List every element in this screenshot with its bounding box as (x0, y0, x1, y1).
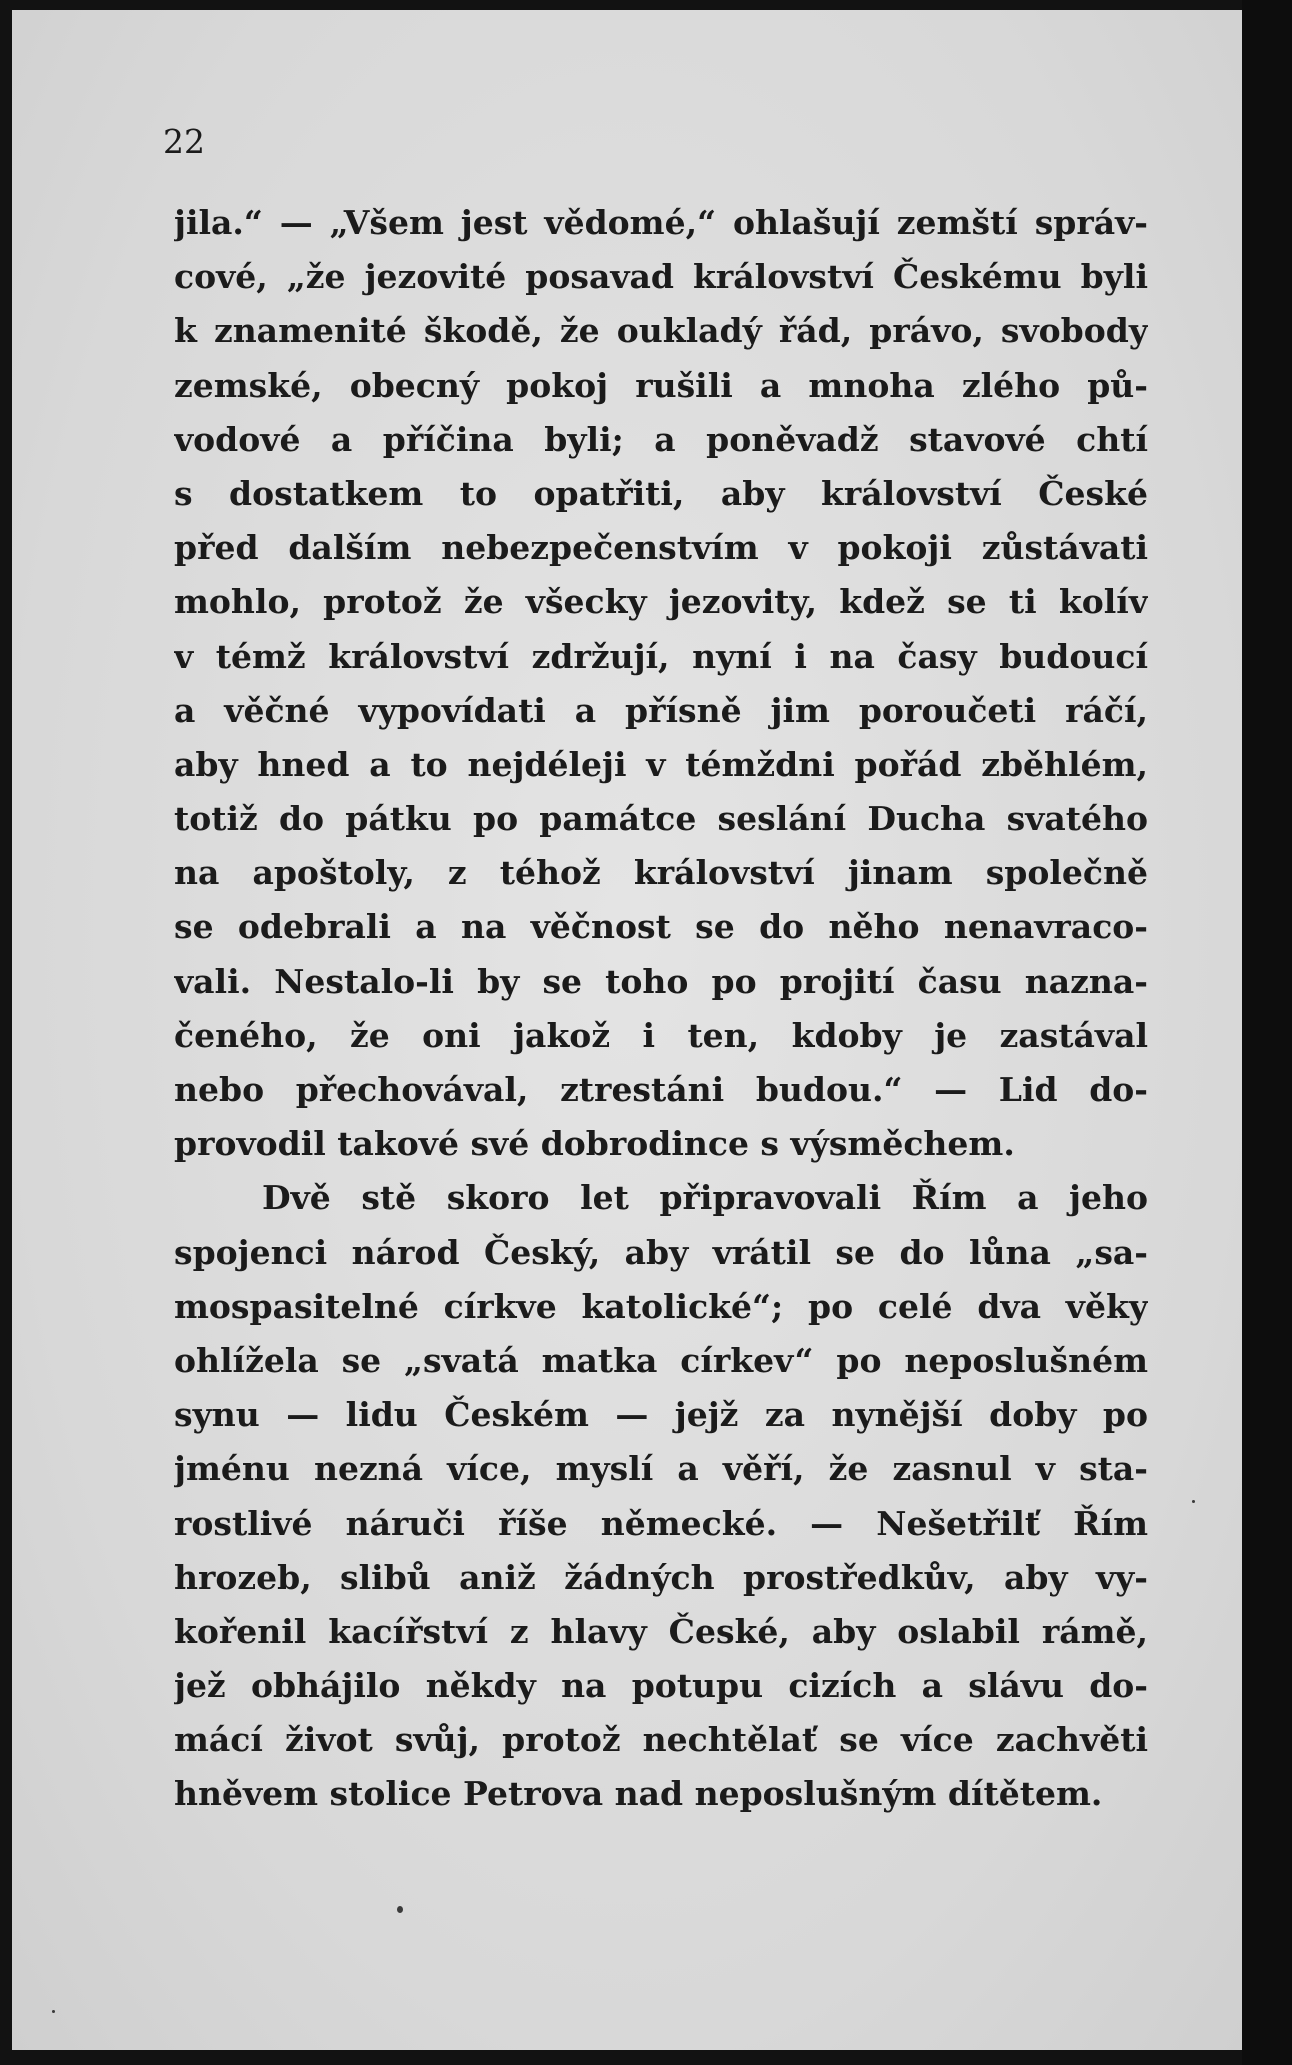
page-edge-shadow (1242, 0, 1292, 2065)
text-line: synu — lidu Českém — jejž za nynější doby po (174, 1395, 1148, 1435)
text-line: a věčné vypovídati a přísně jim poroučeti ráčí, (174, 690, 1148, 730)
text-line: aby hned a to nejdéleji v témždni pořád zběhlém, (174, 744, 1148, 784)
body-text (174, 196, 1148, 1822)
text-line: cové, „že jezovité posavad království Českému byli (174, 257, 1148, 297)
text-line: se odebrali a na věčnost se do něho nenavraco- (174, 907, 1148, 947)
text-line: kořenil kacířství z hlavy České, aby oslabil rámě, (174, 1611, 1148, 1651)
text-line: jež obhájilo někdy na potupu cizích a slávu do- (174, 1666, 1148, 1706)
text-line: zemské, obecný pokoj rušili a mnoha zlého pů- (174, 365, 1148, 405)
page-number: 22 (163, 122, 205, 161)
text-line: spojenci národ Český, aby vrátil se do lůna „sa- (174, 1232, 1148, 1272)
text-line: totiž do pátku po památce seslání Ducha svatého (174, 799, 1148, 839)
text-line: vali. Nestalo-li by se toho po projití času nazna- (174, 961, 1148, 1001)
text-line: ohlížela se „svatá matka církev“ po neposlušném (174, 1340, 1148, 1380)
ink-speck (397, 1906, 403, 1913)
text-line: k znamenité škodě, že oukladý řád, právo, svobody (174, 311, 1148, 351)
text-line: s dostatkem to opatřiti, aby království České (174, 473, 1148, 513)
text-line: v témž království zdržují, nyní i na časy budoucí (174, 636, 1148, 676)
text-line: jila.“ — „Všem jest vědomé,“ ohlašují zemští správ- (174, 203, 1148, 242)
text-line: na apoštoly, z téhož království jinam společně (174, 853, 1148, 893)
ink-speck (1192, 1500, 1195, 1503)
text-line: mohlo, protož že všecky jezovity, kdež se ti kolív (174, 582, 1148, 622)
text-line: čeného, že oni jakož i ten, kdoby je zastával (174, 1015, 1148, 1055)
text-line: před dalším nebezpečenstvím v pokoji zůstávati (174, 528, 1148, 568)
text-line: mospasitelné církve katolické“; po celé dva věky (174, 1286, 1148, 1326)
paragraph-last-line: hněvem stolice Petrova nad neposlušným dítětem. (174, 1774, 1103, 1814)
paragraph-first-line: Dvě stě skoro let připravovali Řím a jeho (262, 1178, 1148, 1218)
paragraph-last-line: provodil takové své dobrodince s výsměchem. (174, 1124, 1015, 1164)
ink-speck (52, 2010, 55, 2013)
text-line: hrozeb, slibů aniž žádných prostředkův, aby vy- (174, 1557, 1148, 1597)
text-line: rostlivé náruči říše německé. — Nešetřilť Řím (174, 1503, 1148, 1543)
text-line: jménu nezná více, myslí a věří, že zasnul v sta- (174, 1449, 1148, 1489)
text-line: mácí život svůj, protož nechtělať se více zachvěti (174, 1720, 1148, 1760)
text-line: nebo přechovával, ztrestáni budou.“ — Lid do- (174, 1070, 1148, 1109)
text-line: vodové a příčina byli; a poněvadž stavové chtí (174, 419, 1148, 459)
